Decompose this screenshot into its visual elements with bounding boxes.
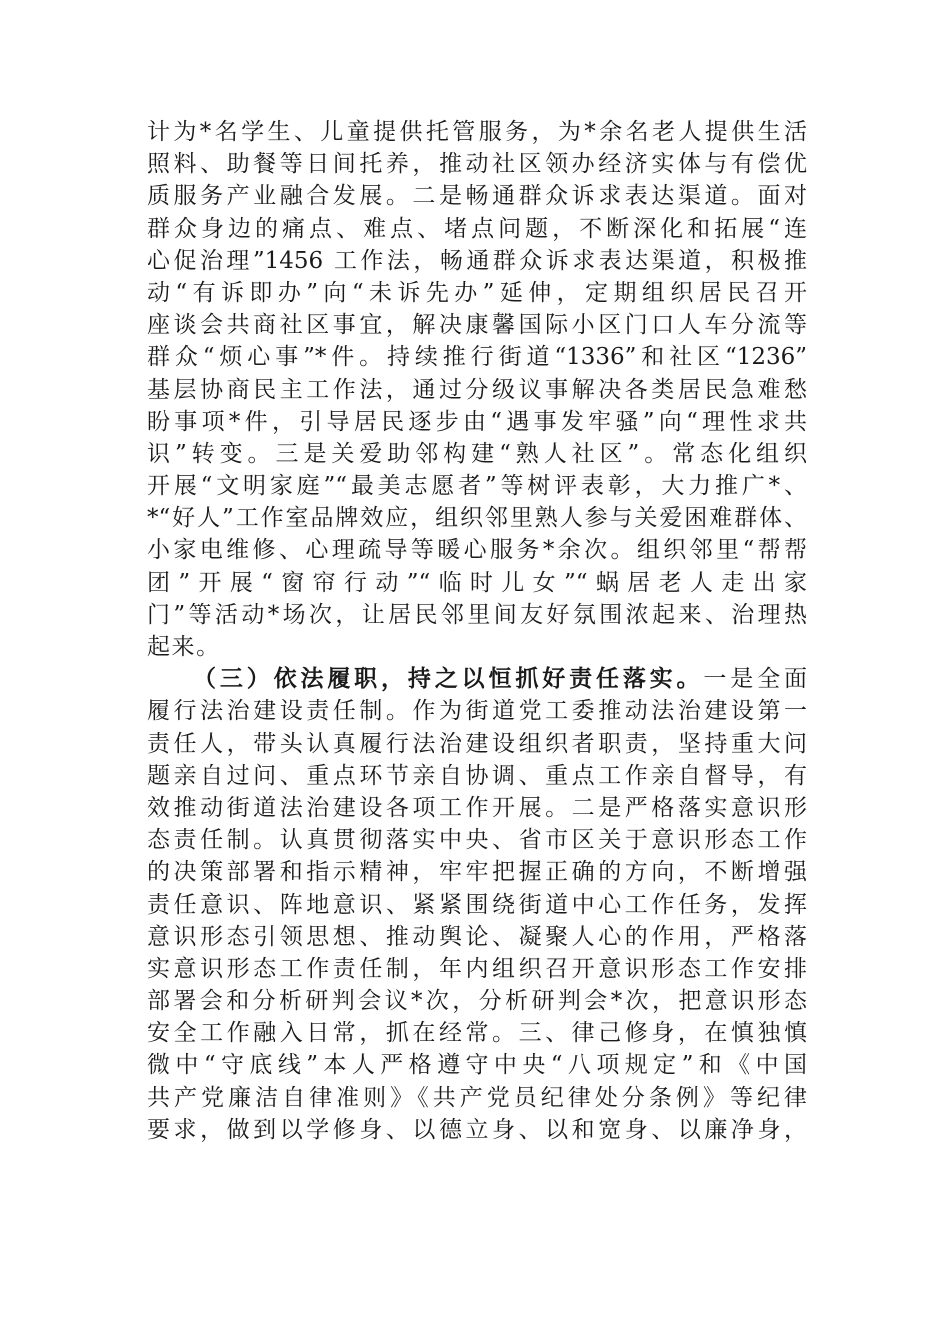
text-line: 实意识形态工作责任制，年内组织召开意识形态工作安排 bbox=[147, 955, 807, 982]
text-line: 共产党廉洁自律准则》《共产党员纪律处分条例》等纪律 bbox=[147, 1084, 807, 1111]
text-line: 安全工作融入日常，抓在经常。三、律己修身，在慎独慎 bbox=[147, 1020, 807, 1047]
text-line: 起来。 bbox=[147, 634, 221, 660]
section-first-line-text: 一是全面 bbox=[703, 666, 808, 693]
text-line: 计为*名学生、儿童提供托管服务，为*余名老人提供生活 bbox=[147, 119, 807, 145]
paragraph-community-services bbox=[147, 116, 807, 663]
text-line: 部署会和分析研判会议*次，分析研判会*次，把意识形态 bbox=[147, 988, 807, 1015]
paragraph-rule-of-law bbox=[147, 695, 807, 1146]
text-line: 座谈会共商社区事宜，解决康馨国际小区门口人车分流等 bbox=[147, 312, 807, 339]
text-line: 责任人，带头认真履行法治建设组织者职责，坚持重大问 bbox=[147, 730, 807, 757]
text-line: 开展“文明家庭”“最美志愿者”等树评表彰，大力推广*、 bbox=[147, 473, 807, 500]
text-line: 质服务产业融合发展。二是畅通群众诉求表达渠道。面对 bbox=[147, 183, 807, 210]
text-line: 群众“烦心事”*件。持续推行街道“1336”和社区“1236” bbox=[147, 344, 807, 371]
section-heading-line bbox=[147, 663, 807, 695]
text-line: *“好人”工作室品牌效应，组织邻里熟人参与关爱困难群体、 bbox=[147, 505, 807, 532]
text-line: 识”转变。三是关爱助邻构建“熟人社区”。常态化组织 bbox=[147, 440, 807, 467]
text-line: 基层协商民主工作法，通过分级议事解决各类居民急难愁 bbox=[147, 376, 807, 403]
text-line: 的决策部署和指示精神，牢牢把握正确的方向，不断增强 bbox=[147, 859, 807, 886]
document-body bbox=[147, 116, 807, 1146]
section-heading: （三）依法履职，持之以恒抓好责任落实。 bbox=[193, 665, 704, 693]
text-line: 团”开展“窗帘行动”“临时儿女”“蜗居老人走出家 bbox=[147, 569, 807, 596]
text-line: 门”等活动*场次，让居民邻里间友好氛围浓起来、治理热 bbox=[147, 601, 807, 628]
text-line: 责任意识、阵地意识、紧紧围绕街道中心工作任务，发挥 bbox=[147, 891, 807, 918]
text-line: 效推动街道法治建设各项工作开展。二是严格落实意识形 bbox=[147, 794, 807, 821]
text-line: 照料、助餐等日间托养，推动社区领办经济实体与有偿优 bbox=[147, 151, 807, 178]
text-line: 题亲自过问、重点环节亲自协调、重点工作亲自督导，有 bbox=[147, 762, 807, 789]
text-line: 群众身边的痛点、难点、堵点问题，不断深化和拓展“连 bbox=[147, 215, 807, 242]
text-line: 要求，做到以学修身、以德立身、以和宽身、以廉净身， bbox=[147, 1116, 807, 1143]
text-line: 动“有诉即办”向“未诉先办”延伸，定期组织居民召开 bbox=[147, 279, 807, 306]
text-line: 履行法治建设责任制。作为街道党工委推动法治建设第一 bbox=[147, 698, 807, 725]
text-line: 态责任制。认真贯彻落实中央、省市区关于意识形态工作 bbox=[147, 827, 807, 854]
text-line: 微中“守底线”本人严格遵守中央“八项规定”和《中国 bbox=[147, 1052, 807, 1079]
text-line: 盼事项*件，引导居民逐步由“遇事发牢骚”向“理性求共 bbox=[147, 408, 807, 435]
text-line: 心促治理”1456 工作法，畅通群众诉求表达渠道，积极推 bbox=[147, 247, 807, 274]
text-line: 意识形态引领思想、推动舆论、凝聚人心的作用，严格落 bbox=[147, 923, 807, 950]
text-line: 小家电维修、心理疏导等暖心服务*余次。组织邻里“帮帮 bbox=[147, 537, 807, 564]
